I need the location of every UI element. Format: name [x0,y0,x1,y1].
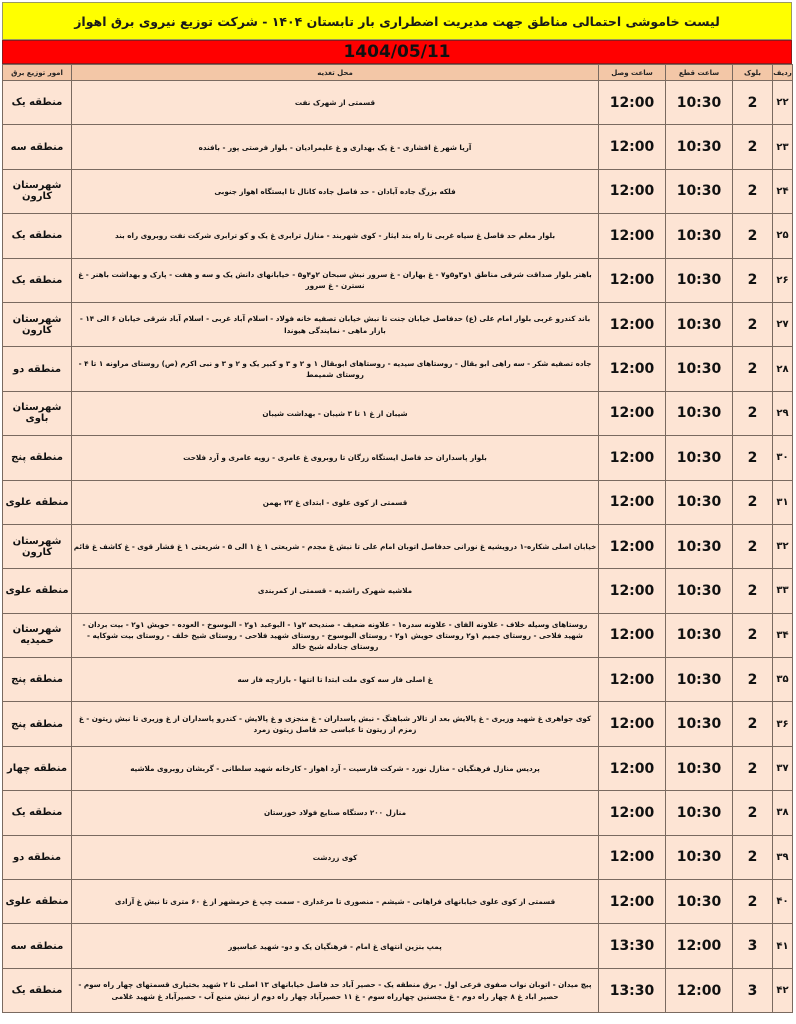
table-row [3,81,793,125]
connect-time-cell: 12:00 [599,835,666,879]
block-cell: 3 [733,968,773,1012]
connect-time-cell: 12:00 [599,258,666,302]
row-number-cell: ۲۵ [773,214,793,258]
location-cell: باند کندرو غربی بلوار امام علی (ع) حدفاصل خیابان جنت تا نبش خیابان تصفیه خانه فولاد - اسلام آباد غربی - اسلام آباد شرقی خیابان ۶ الی ۱۴ - بازار ماهی - نمایندگی هیوندا [72,302,599,346]
connect-time-cell: 12:00 [599,480,666,524]
cut-time-cell: 12:00 [666,968,733,1012]
region-cell: منطقه سه [3,924,72,968]
block-cell: 2 [733,524,773,568]
block-cell: 2 [733,702,773,746]
block-cell: 2 [733,258,773,302]
row-number-cell: ۳۳ [773,569,793,613]
row-number-cell: ۲۲ [773,81,793,125]
table-row [3,569,793,613]
connect-time-cell: 12:00 [599,347,666,391]
cut-time-cell: 10:30 [666,835,733,879]
row-number-cell: ۳۵ [773,658,793,702]
block-cell: 2 [733,436,773,480]
region-cell: شهرستان باوی [3,391,72,435]
row-number-cell: ۳۷ [773,746,793,790]
row-number-cell: ۳۱ [773,480,793,524]
location-cell: فلکه بزرگ جاده آبادان - حد فاصل جاده کانال تا ایستگاه اهواز جنوبی [72,169,599,213]
connect-time-cell: 12:00 [599,436,666,480]
location-cell: قسمتی از کوی علوی خیابانهای فراهانی - شیشم - منصوری تا مرغداری - سمت چپ غ خرمشهر از غ ۶۰ متری تا نبش غ آزادی [72,880,599,924]
location-cell: روستاهای وسیله خلاف - علاونه الفای - علاونه سدره۱ - علاونه ضعیف - صندیحه ۲و۱ - البوعبد ۱و۲ - البوسوخ - العوده - حویش ۱و۲ - بیت بردان - شهید فلاحی - روستای جمیم ۱و۲ روستای حویش ۱و۲ - روستای البوسوخ - روستای شهید فلاحی - روستای شیخ خلف - روستای بیت شوکایه - روستای جنادله شیخ خالد [72,613,599,657]
location-cell: منازل ۲۰۰ دستگاه صنایع فولاد خوزستان [72,791,599,835]
location-cell: کوی جواهری غ شهید وزیری - غ پالایش بعد از تالار شباهنگ - نبش پاسداران - غ منجزی و غ پالایش - کندرو پاسداران از غ وزیری تا نبش زیتون - غ زمزم از زیتون تا عباسی حد فاصل زیتون زمرد [72,702,599,746]
location-cell: شیبان از غ ۱ تا ۳ شیبان - بهداشت شیبان [72,391,599,435]
location-cell: خیابان اصلی شکاره-۱ درویشیه غ نورانی حدفاصل اتوبان امام علی تا نبش غ مجدم - شریعتی ۱ غ ۱ الی ۵ - شریعتی ۱ غ فشار قوی - غ کاشف غ قائم [72,524,599,568]
block-cell: 2 [733,658,773,702]
block-cell: 2 [733,302,773,346]
connect-time-cell: 12:00 [599,169,666,213]
header-region: امور توزیع برق [3,65,72,81]
table-row [3,702,793,746]
row-number-cell: ۲۹ [773,391,793,435]
region-cell: منطقه علوی [3,480,72,524]
cut-time-cell: 10:30 [666,391,733,435]
cut-time-cell: 10:30 [666,125,733,169]
row-number-cell: ۳۴ [773,613,793,657]
row-number-cell: ۲۴ [773,169,793,213]
cut-time-cell: 10:30 [666,169,733,213]
connect-time-cell: 12:00 [599,569,666,613]
cut-time-cell: 10:30 [666,658,733,702]
connect-time-cell: 12:00 [599,791,666,835]
location-cell: بلوار پاسداران حد فاصل ایستگاه زرگان تا روبروی غ عامری - زویه عامری و آرد فلاحت [72,436,599,480]
table-row [3,214,793,258]
row-number-cell: ۴۱ [773,924,793,968]
cut-time-cell: 10:30 [666,746,733,790]
block-cell: 2 [733,569,773,613]
region-cell: شهرستان کارون [3,302,72,346]
block-cell: 2 [733,835,773,879]
region-cell: منطقه پنج [3,658,72,702]
location-cell: غ اصلی فاز سه کوی ملت ابتدا تا انتها - بازارچه فاز سه [72,658,599,702]
block-cell: 2 [733,613,773,657]
table-row [3,436,793,480]
block-cell: 2 [733,125,773,169]
connect-time-cell: 12:00 [599,524,666,568]
date-banner: 1404/05/11 [2,40,792,64]
connect-time-cell: 12:00 [599,880,666,924]
table-row [3,302,793,346]
location-cell: پردیس منازل فرهنگیان - منازل نورد - شرکت فارسیت - آرد اهواز - کارخانه شهید سلطانی - گربشان روبروی ملاشیه [72,746,599,790]
page-title: لیست خاموشی احتمالی مناطق جهت مدیریت اضطراری بار تابستان ۱۴۰۴ - شرکت توزیع نیروی برق اهواز [2,2,792,40]
table-row [3,524,793,568]
location-cell: کوی زردشت [72,835,599,879]
row-number-cell: ۳۲ [773,524,793,568]
block-cell: 2 [733,169,773,213]
cut-time-cell: 10:30 [666,302,733,346]
region-cell: منطقه علوی [3,569,72,613]
table-row [3,968,793,1012]
block-cell: 2 [733,880,773,924]
cut-time-cell: 12:00 [666,924,733,968]
table-row [3,835,793,879]
table-row [3,613,793,657]
cut-time-cell: 10:30 [666,258,733,302]
row-number-cell: ۳۶ [773,702,793,746]
header-cut-time: ساعت قطع [666,65,733,81]
table-row [3,880,793,924]
cut-time-cell: 10:30 [666,524,733,568]
connect-time-cell: 12:00 [599,81,666,125]
table-row [3,391,793,435]
row-number-cell: ۲۶ [773,258,793,302]
connect-time-cell: 12:00 [599,214,666,258]
block-cell: 2 [733,214,773,258]
table-row [3,791,793,835]
region-cell: منطقه دو [3,347,72,391]
row-number-cell: ۲۷ [773,302,793,346]
table-row [3,169,793,213]
row-number-cell: ۳۸ [773,791,793,835]
location-cell: پمپ بنزین انتهای غ امام - فرهنگیان یک و دو- شهید عباسپور [72,924,599,968]
connect-time-cell: 12:00 [599,613,666,657]
block-cell: 2 [733,480,773,524]
table-row [3,258,793,302]
cut-time-cell: 10:30 [666,480,733,524]
table-row [3,480,793,524]
block-cell: 2 [733,391,773,435]
connect-time-cell: 13:30 [599,924,666,968]
region-cell: منطقه یک [3,791,72,835]
region-cell: شهرستان حمیدیه [3,613,72,657]
table-header-row [3,65,793,81]
cut-time-cell: 10:30 [666,702,733,746]
connect-time-cell: 12:00 [599,746,666,790]
cut-time-cell: 10:30 [666,347,733,391]
location-cell: قسمتی از شهرک نفت [72,81,599,125]
cut-time-cell: 10:30 [666,880,733,924]
cut-time-cell: 10:30 [666,81,733,125]
block-cell: 2 [733,791,773,835]
region-cell: منطقه یک [3,81,72,125]
region-cell: منطقه سه [3,125,72,169]
cut-time-cell: 10:30 [666,613,733,657]
region-cell: منطقه یک [3,968,72,1012]
row-number-cell: ۲۳ [773,125,793,169]
table-row [3,924,793,968]
connect-time-cell: 12:00 [599,702,666,746]
block-cell: 2 [733,81,773,125]
cut-time-cell: 10:30 [666,791,733,835]
connect-time-cell: 12:00 [599,302,666,346]
region-cell: منطقه دو [3,835,72,879]
row-number-cell: ۳۰ [773,436,793,480]
table-row [3,125,793,169]
location-cell: ملاشیه شهرک راشدیه - قسمتی از کمربندی [72,569,599,613]
header-location: محل تغذیه [72,65,599,81]
cut-time-cell: 10:30 [666,436,733,480]
region-cell: شهرستان کارون [3,524,72,568]
header-block: بلوک [733,65,773,81]
connect-time-cell: 12:00 [599,658,666,702]
table-row [3,658,793,702]
region-cell: منطقه چهار [3,746,72,790]
table-row [3,746,793,790]
location-cell: آریا شهر غ افشاری - غ یک بهداری و غ علیمرادیان - بلوار فرصتی پور - بافنده [72,125,599,169]
row-number-cell: ۴۰ [773,880,793,924]
location-cell: قسمتی از کوی علوی - ابتدای غ ۲۲ بهمن [72,480,599,524]
region-cell: منطقه یک [3,258,72,302]
region-cell: منطقه پنج [3,702,72,746]
row-number-cell: ۳۹ [773,835,793,879]
cut-time-cell: 10:30 [666,569,733,613]
region-cell: منطقه یک [3,214,72,258]
outage-sheet [2,2,792,1022]
table-row [3,347,793,391]
cut-time-cell: 10:30 [666,214,733,258]
row-number-cell: ۴۲ [773,968,793,1012]
header-row-number: ردیف [773,65,793,81]
block-cell: 2 [733,347,773,391]
header-connect-time: ساعت وصل [599,65,666,81]
region-cell: منطقه علوی [3,880,72,924]
location-cell: پیچ میدان - اتوبان نواب صفوی فرعی اول - برق منطقه یک - حصیر آباد حد فاصل خیابانهای ۱۳ اصلی تا ۲ شهید بختیاری قسمتهای چهار راه سوم - حصیر اباد غ ۸ چهار راه دوم - غ مجسنین چهارراه سوم - غ ۱۱ حصیرآباد چهار راه دوم از نبش منبع آب - حصیرآباد غ شهید غلامی [72,968,599,1012]
location-cell: جاده تصفیه شکر - سه راهی ابو بقال - روستاهای سیدیه - روستاهای ابوبقال ۱ و ۲ و ۳ و کبیر یک و ۲ و ۳ و نبی اکرم (ص) روستای مراونه ۱ تا ۴ - روستای شمیمط [72,347,599,391]
connect-time-cell: 13:30 [599,968,666,1012]
region-cell: شهرستان کارون [3,169,72,213]
region-cell: منطقه پنج [3,436,72,480]
outage-table [2,64,793,1013]
location-cell: باهنر بلوار صداقت شرقی مناطق ۱و۳و۵و۷ - غ بهاران - غ سرور نبش سبحان ۲و۴و۵ - خیابانهای دانش یک و سه و هفت - پارک و بهداشت باهنر - غ نسترن - غ سرور [72,258,599,302]
connect-time-cell: 12:00 [599,125,666,169]
location-cell: بلوار معلم حد فاصل غ سیاه غربی تا راه بند ایثار - کوی شهربند - منازل ترابری غ یک و کو ترابری شرکت نفت روبروی راه بند [72,214,599,258]
block-cell: 3 [733,924,773,968]
block-cell: 2 [733,746,773,790]
row-number-cell: ۲۸ [773,347,793,391]
connect-time-cell: 12:00 [599,391,666,435]
